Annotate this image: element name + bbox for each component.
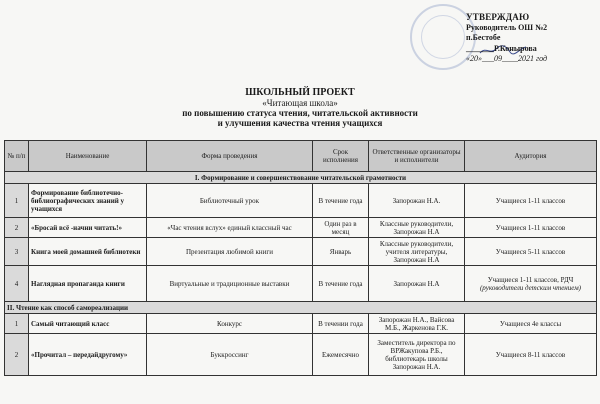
section-row <box>5 302 597 314</box>
table-row <box>5 184 597 218</box>
section-title: I. Формирование и совершенствование читательской грамотности <box>5 172 597 184</box>
cell-audience <box>465 334 597 376</box>
approval-block <box>466 12 596 65</box>
header-form: Форма проведения <box>147 141 313 172</box>
cell-num: 3 <box>5 238 29 266</box>
table-row <box>5 334 597 376</box>
cell-term: В течение года <box>313 266 369 302</box>
audience-text: Учащиеся 4е классы <box>499 319 562 328</box>
cell-responsible: Запорожан Н.А., Вайсова М.Б., Жаркенова Г.К. <box>369 314 465 334</box>
cell-term: Ежемесячно <box>313 334 369 376</box>
header-num: № п/п <box>5 141 29 172</box>
cell-name: Книга моей домашней библиотеки <box>29 238 147 266</box>
cell-term: В течение года <box>313 184 369 218</box>
header-audience: Аудитория <box>465 141 597 172</box>
cell-audience <box>465 238 597 266</box>
cell-responsible: Запорожан Н.А <box>369 266 465 302</box>
cell-num: 2 <box>5 334 29 376</box>
approval-date: «20»___09____2021 год <box>466 54 548 63</box>
cell-responsible: Классные руководители, Запорожан Н.А <box>369 218 465 238</box>
cell-form: Буккроссинг <box>147 334 313 376</box>
audience-text: Учащиеся 1-11 классов, РДЧ <box>487 275 574 284</box>
header-responsible: Ответственные организаторы и исполнители <box>369 141 465 172</box>
cell-term: Январь <box>313 238 369 266</box>
cell-form: Презентация любимой книги <box>147 238 313 266</box>
audience-text: Учащиеся 5-11 классов <box>495 247 566 256</box>
cell-responsible: Заместитель директора по ВРЖакупова Р.Б., библиотекарь школы Запорожан Н.А. <box>369 334 465 376</box>
cell-form: Конкурс <box>147 314 313 334</box>
approval-place: п.Бестобе <box>466 33 501 42</box>
audience-text: Учащиеся 8-11 классов <box>495 350 566 359</box>
table-row <box>5 218 597 238</box>
cell-num: 2 <box>5 218 29 238</box>
cell-audience <box>465 314 597 334</box>
cell-name: Самый читающий класс <box>29 314 147 334</box>
approval-position: Руководитель ОШ №2 <box>466 22 548 32</box>
table-header-row <box>5 141 597 172</box>
table-row <box>5 314 597 334</box>
section-title: II. Чтение как способ самореализации <box>5 302 597 314</box>
cell-form: Виртуальные и традиционные выставки <box>147 266 313 302</box>
header-term: Срок исполнения <box>313 141 369 172</box>
document-purpose-line-1: по повышению статуса чтения, читательской активности <box>182 108 418 118</box>
table-row <box>5 238 597 266</box>
cell-num: 4 <box>5 266 29 302</box>
cell-num: 1 <box>5 314 29 334</box>
project-table <box>4 140 597 376</box>
cell-audience <box>465 218 597 238</box>
cell-audience <box>465 184 597 218</box>
document-purpose-line-2: и улучшения качества чтения учащихся <box>217 118 383 128</box>
cell-term: Один раз в месяц <box>313 218 369 238</box>
cell-audience <box>465 266 597 302</box>
document-subtitle: «Читающая школа» <box>262 98 338 108</box>
cell-name: Формирование библиотечно-библиографических знаний у учащихся <box>29 184 147 218</box>
table-row <box>5 266 597 302</box>
header-name: Наименование <box>29 141 147 172</box>
audience-note: (руководители детским чтением) <box>479 283 582 292</box>
cell-name: «Бросай всё -начни читать!» <box>29 218 147 238</box>
cell-form: «Час чтения вслух» единый классный час <box>147 218 313 238</box>
cell-num: 1 <box>5 184 29 218</box>
approval-title: УТВЕРЖДАЮ <box>466 12 530 22</box>
document-title: ШКОЛЬНЫЙ ПРОЕКТ <box>245 87 355 98</box>
cell-responsible: Запорожан Н.А. <box>369 184 465 218</box>
audience-text: Учащиеся 1-11 классов <box>495 196 566 205</box>
cell-form: Библиотечный урок <box>147 184 313 218</box>
section-row <box>5 172 597 184</box>
cell-name: Наглядная пропаганда книги <box>29 266 147 302</box>
document-heading <box>110 88 490 128</box>
cell-responsible: Классные руководители, учителя литературы, Запорожан Н.А <box>369 238 465 266</box>
cell-term: В течении года <box>313 314 369 334</box>
cell-name: «Прочитал – передайдругому» <box>29 334 147 376</box>
approval-signatory: _______Р.Конырова <box>466 43 537 53</box>
audience-text: Учащиеся 1-11 классов <box>495 223 566 232</box>
